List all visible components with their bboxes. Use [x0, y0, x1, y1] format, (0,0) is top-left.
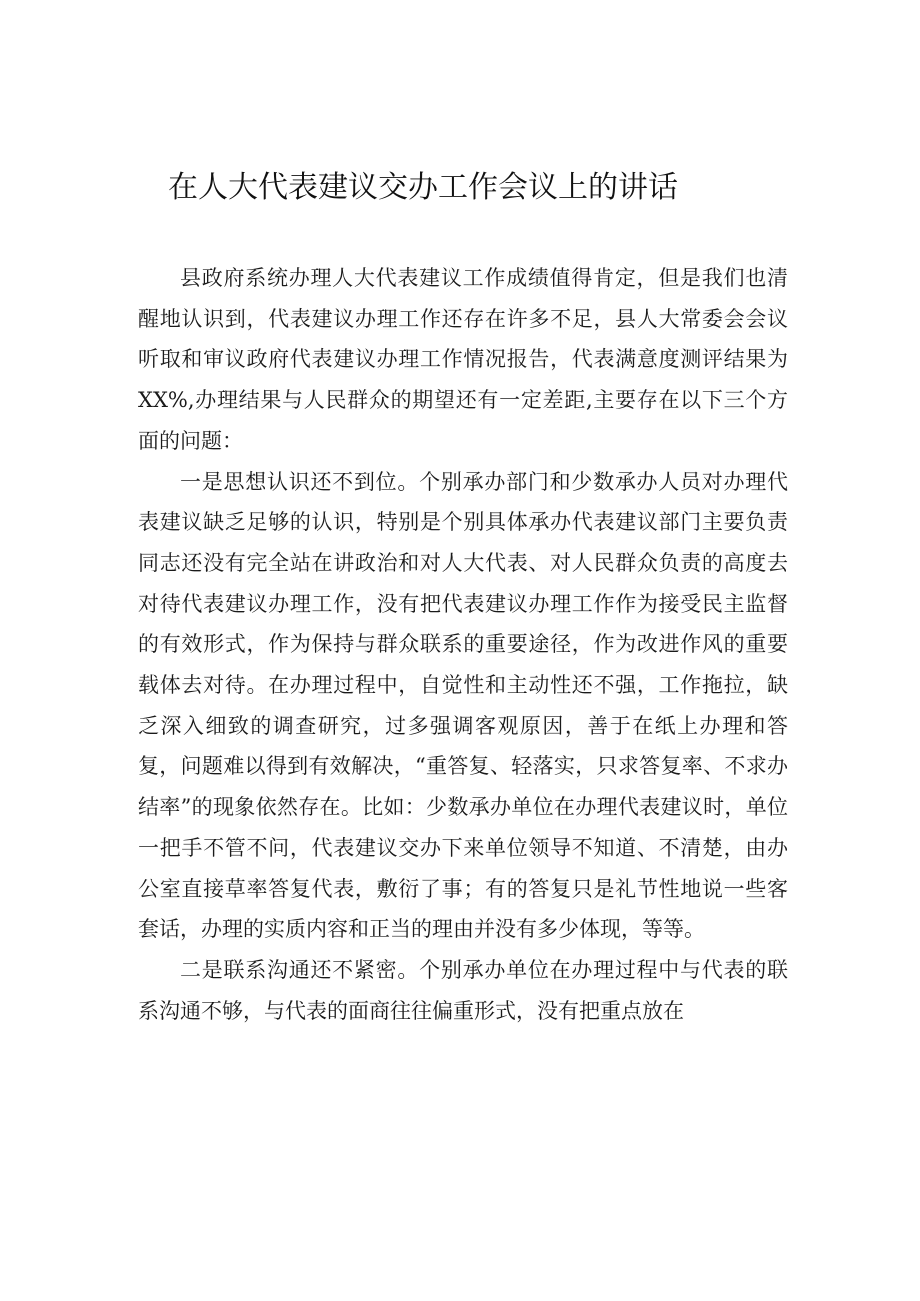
page-title: 在人大代表建议交办工作会议上的讲话 — [168, 170, 678, 205]
paragraph-2: 一是思想认识还不到位。个别承办部门和少数承办人员对办理代表建议缺乏足够的认识，特别是个别具体承办代表建议部门主要负责同志还没有完全站在讲政治和对人大代表、对人民群众负责的高度去对待代表建议办理工作，没有把代表建议办理工作作为接受民主监督的有效形式，作为保持与群众联系的重要途径，作为改进作风的重要载体去对待。在办理过程中，自觉性和主动性还不强，工作拖拉，缺乏深入细致的调查研究，过多强调客观原因，善于在纸上办理和答复，问题难以得到有效解决，“重答复、轻落实，只求答复率、不求办结率”的现象依然存在。比如：少数承办单位在办理代表建议时，单位一把手不管不问，代表建议交办下来单位领导不知道、不清楚，由办公室直接草率答复代表，敷衍了事；有的答复只是礼节性地说一些客套话，办理的实质内容和正当的理由并没有多少体现，等等。 — [138, 469, 788, 942]
paragraph-1: 县政府系统办理人大代表建议工作成绩值得肯定，但是我们也清醒地认识到，代表建议办理工作还存在许多不足，县人大常委会会议听取和审议政府代表建议办理工作情况报告，代表满意度测评结果为XX%,办理结果与人民群众的期望还有一定差距,主要存在以下三个方面的问题： — [138, 266, 788, 453]
paragraph-3: 二是联系沟通还不紧密。个别承办单位在办理过程中与代表的联系沟通不够，与代表的面商往往偏重形式，没有把重点放在 — [138, 957, 788, 1023]
document-body — [138, 258, 788, 1031]
